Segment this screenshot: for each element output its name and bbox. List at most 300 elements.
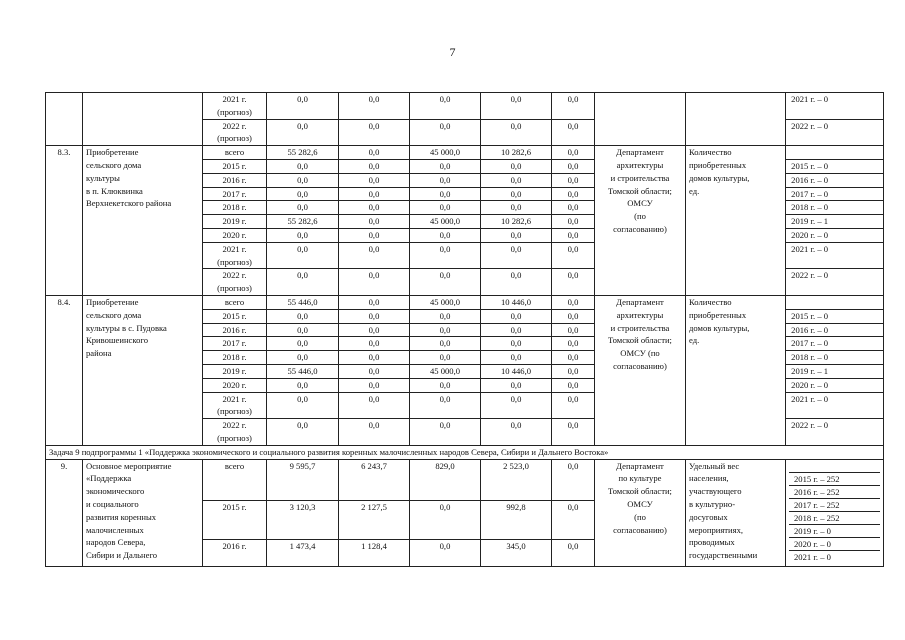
table-row	[46, 459, 884, 500]
local-value	[481, 295, 552, 309]
regional-value-line: 0,0	[439, 229, 451, 240]
year-cell-line: (прогноз)	[217, 133, 252, 144]
extrabudget-value	[552, 323, 595, 337]
federal-value-line: 0,0	[368, 324, 380, 335]
measure-9-indicator-line: проводимых	[689, 537, 735, 548]
measure-84-indicator-line: Количество	[689, 296, 732, 307]
measure-84-executor-line: и строительства	[610, 322, 670, 333]
year-cell	[203, 500, 267, 539]
regional-value	[410, 93, 481, 120]
target-value-line: 2021 г. – 0	[789, 393, 829, 404]
regional-value-line: 45 000,0	[429, 365, 461, 376]
federal-value	[339, 459, 410, 500]
measure-83-name	[83, 146, 203, 296]
target-value	[786, 201, 884, 215]
measure-9-executor-line: ОМСУ	[627, 498, 653, 509]
year-cell-line: 2020 г.	[222, 229, 247, 240]
measure-83-executor-line: архитектуры	[616, 159, 664, 170]
federal-value	[339, 269, 410, 296]
federal-value-line: 0,0	[368, 310, 380, 321]
federal-value	[339, 93, 410, 120]
extrabudget-value	[552, 419, 595, 446]
measure-83-number-line: 8.3.	[57, 147, 71, 158]
target-value-line: 2018 г. – 0	[789, 352, 829, 363]
regional-value-line: 0,0	[439, 324, 451, 335]
total-value-line: 0,0	[297, 174, 308, 185]
regional-value	[410, 146, 481, 160]
year-cell-line: 2018 г.	[222, 352, 247, 363]
extrabudget-value	[552, 93, 595, 120]
extrabudget-value-line: 0,0	[567, 120, 579, 131]
year-cell-line: 2022 г.	[222, 120, 247, 131]
target-value	[786, 309, 884, 323]
year-cell-line: 2016 г.	[222, 174, 247, 185]
target-value	[786, 146, 884, 160]
total-value	[267, 187, 339, 201]
measure-84-executor-line: Департамент	[616, 296, 664, 307]
target-value	[786, 364, 884, 378]
regional-value	[410, 201, 481, 215]
target-value-line: 2016 г. – 0	[789, 174, 829, 185]
measure-9-targets	[786, 459, 884, 566]
target-value-line: 2018 г. – 0	[789, 202, 829, 213]
target-value	[786, 187, 884, 201]
target-value	[786, 419, 884, 446]
target-value: 2020 г. – 0	[789, 538, 880, 551]
total-value-line: 0,0	[297, 338, 308, 349]
total-value-line: 0,0	[297, 94, 308, 104]
regional-value	[410, 242, 481, 269]
local-value-line: 0,0	[510, 160, 522, 171]
total-value	[267, 392, 339, 419]
regional-value-line: 829,0	[435, 460, 455, 471]
measure-9-executor-line: Департамент	[616, 460, 664, 471]
local-value	[481, 392, 552, 419]
year-cell-line: 2022 г.	[222, 270, 247, 281]
extrabudget-value-line: 0,0	[567, 160, 579, 171]
total-value-line: 0,0	[297, 188, 308, 199]
local-value	[481, 539, 552, 566]
federal-value	[339, 364, 410, 378]
extrabudget-value	[552, 337, 595, 351]
measure-83-indicator-line: домов культуры,	[689, 172, 750, 183]
measure-9-indicator-line: населения,	[689, 473, 729, 484]
target-value	[786, 242, 884, 269]
extrabudget-value-line: 0,0	[567, 365, 579, 376]
local-value-line: 0,0	[510, 229, 522, 240]
federal-value	[339, 500, 410, 539]
total-value-line: 0,0	[297, 352, 308, 363]
measure-9-number-line: 9.	[60, 460, 68, 471]
regional-value-line: 0,0	[439, 120, 451, 131]
year-cell-line: 2015 г.	[222, 310, 247, 321]
total-value	[267, 119, 339, 146]
year-cell-line: 2022 г.	[222, 420, 247, 431]
extrabudget-value-line: 0,0	[567, 501, 579, 512]
federal-value	[339, 295, 410, 309]
total-value	[267, 500, 339, 539]
local-value-line: 0,0	[510, 188, 522, 199]
year-cell-line: 2017 г.	[222, 338, 247, 349]
extrabudget-value-line: 0,0	[567, 540, 579, 551]
year-cell	[203, 201, 267, 215]
target-value-line: 2017 г. – 0	[789, 188, 829, 199]
regional-value-line: 0,0	[439, 393, 451, 404]
extrabudget-value	[552, 539, 595, 566]
local-value-line: 345,0	[506, 540, 526, 551]
total-value	[267, 309, 339, 323]
year-cell	[203, 187, 267, 201]
regional-value-line: 45 000,0	[429, 147, 461, 158]
local-value	[481, 323, 552, 337]
measure-83-executor-line: согласованию)	[613, 223, 667, 234]
federal-value-line: 0,0	[368, 338, 380, 349]
total-value-line: 0,0	[297, 160, 308, 171]
federal-value-line: 0,0	[368, 393, 380, 404]
measure-83-indicator-line: Количество	[689, 147, 732, 158]
year-cell-line: (прогноз)	[217, 406, 252, 417]
target-value-line: 2022 г. – 0	[789, 420, 829, 431]
extrabudget-value	[552, 215, 595, 229]
total-value	[267, 295, 339, 309]
regional-value	[410, 269, 481, 296]
federal-value-line: 0,0	[368, 147, 380, 158]
year-cell	[203, 323, 267, 337]
regional-value-line: 0,0	[439, 540, 451, 551]
local-value-line: 0,0	[510, 379, 522, 390]
local-value-line: 0,0	[510, 94, 522, 104]
total-value-line: 55 446,0	[287, 296, 318, 307]
local-value	[481, 159, 552, 173]
measure-84-executor-line: ОМСУ (по	[620, 348, 660, 359]
extrabudget-value-line: 0,0	[567, 270, 579, 281]
table-row	[46, 93, 884, 120]
total-value	[267, 539, 339, 566]
target-value-line: 2021 г. – 0	[789, 94, 829, 104]
measure-83-name-line: в п. Клюквинка	[86, 185, 143, 196]
local-value	[481, 146, 552, 160]
local-value-line: 992,8	[506, 501, 526, 512]
year-cell	[203, 242, 267, 269]
target-value	[786, 392, 884, 419]
target-value: 2019 г. – 0	[789, 525, 880, 538]
target-value-line: 2019 г. – 1	[789, 365, 829, 376]
target-value	[786, 337, 884, 351]
year-cell-line: 2017 г.	[222, 188, 247, 199]
regional-value	[410, 419, 481, 446]
extrabudget-value	[552, 351, 595, 365]
year-cell	[203, 173, 267, 187]
year-cell	[203, 378, 267, 392]
extrabudget-value	[552, 500, 595, 539]
federal-value-line: 0,0	[368, 296, 380, 307]
extrabudget-value-line: 0,0	[567, 310, 579, 321]
total-value	[267, 93, 339, 120]
year-cell-line: 2021 г.	[222, 94, 247, 104]
total-value	[267, 228, 339, 242]
measure-83-indicator-line: ед.	[689, 185, 700, 196]
federal-value	[339, 392, 410, 419]
federal-value-line: 0,0	[368, 120, 380, 131]
local-value-line: 0,0	[510, 270, 522, 281]
extrabudget-value-line: 0,0	[567, 229, 579, 240]
total-value	[267, 364, 339, 378]
local-value	[481, 215, 552, 229]
extrabudget-value	[552, 459, 595, 500]
regional-value	[410, 309, 481, 323]
target-value	[786, 351, 884, 365]
extrabudget-value-line: 0,0	[567, 393, 579, 404]
total-value-line: 0,0	[297, 420, 308, 431]
local-value	[481, 351, 552, 365]
year-cell	[203, 309, 267, 323]
total-value-line: 0,0	[297, 270, 308, 281]
measure-84-indicator-line: домов культуры,	[689, 322, 750, 333]
regional-value-line: 0,0	[439, 352, 451, 363]
regional-value-line: 0,0	[439, 94, 451, 104]
extrabudget-value-line: 0,0	[567, 174, 579, 185]
federal-value-line: 0,0	[368, 243, 380, 254]
measure-9-indicator-line: в культурно-	[689, 498, 736, 509]
extrabudget-value-line: 0,0	[567, 202, 579, 213]
measure-83-name-line: Приобретение	[86, 147, 139, 158]
total-value	[267, 173, 339, 187]
extrabudget-value-line: 0,0	[567, 324, 579, 335]
federal-value-line: 1 128,4	[361, 540, 387, 551]
target-value	[786, 93, 884, 120]
total-value-line: 55 282,6	[287, 147, 318, 158]
year-cell-line: 2016 г.	[222, 540, 247, 551]
regional-value	[410, 119, 481, 146]
budget-table	[45, 92, 884, 567]
total-value-line: 0,0	[297, 393, 308, 404]
measure-83-name-line: культуры	[86, 172, 120, 183]
federal-value-line: 0,0	[368, 365, 380, 376]
measure-9-executor-line: по культуре	[618, 473, 662, 484]
measure-9-name-line: развития коренных	[86, 511, 157, 522]
federal-value-line: 0,0	[368, 379, 380, 390]
total-value-line: 55 282,6	[287, 216, 318, 227]
federal-value	[339, 146, 410, 160]
regional-value-line: 0,0	[439, 243, 451, 254]
year-cell	[203, 295, 267, 309]
federal-value	[339, 159, 410, 173]
extrabudget-value	[552, 269, 595, 296]
measure-9-indicator-line: Удельный вес	[689, 460, 740, 471]
measure-9-name-line: народов Севера,	[86, 537, 146, 548]
local-value	[481, 187, 552, 201]
federal-value	[339, 228, 410, 242]
year-cell-line: 2018 г.	[222, 202, 247, 213]
regional-value-line: 0,0	[439, 420, 451, 431]
year-cell	[203, 119, 267, 146]
page-number: 7	[449, 45, 456, 59]
regional-value	[410, 351, 481, 365]
extrabudget-value	[552, 242, 595, 269]
measure-84-indicator-line: ед.	[689, 335, 700, 346]
extrabudget-value-line: 0,0	[567, 94, 579, 104]
regional-value	[410, 364, 481, 378]
federal-value	[339, 337, 410, 351]
measure-84-number	[46, 295, 83, 445]
year-cell-line: всего	[224, 296, 245, 307]
local-value-line: 0,0	[510, 338, 522, 349]
measure-9-indicator-line: государственными	[689, 550, 758, 561]
year-cell	[203, 269, 267, 296]
measure-83-executor-line: и строительства	[610, 172, 670, 183]
measure-9-executor	[595, 459, 686, 566]
regional-value	[410, 295, 481, 309]
target-value	[786, 173, 884, 187]
measure-9-name-line: экономического	[86, 486, 145, 497]
federal-value	[339, 215, 410, 229]
regional-value	[410, 215, 481, 229]
local-value	[481, 119, 552, 146]
measure-9-name-line: малочисленных	[86, 524, 144, 535]
federal-value-line: 0,0	[368, 229, 380, 240]
year-cell	[203, 351, 267, 365]
federal-value	[339, 173, 410, 187]
target-value	[786, 269, 884, 296]
total-value	[267, 459, 339, 500]
regional-value-line: 0,0	[439, 338, 451, 349]
regional-value	[410, 378, 481, 392]
continued-number	[46, 93, 83, 146]
total-value	[267, 215, 339, 229]
year-cell-line: 2016 г.	[222, 324, 247, 335]
regional-value-line: 0,0	[439, 310, 451, 321]
measure-84-executor	[595, 295, 686, 445]
measure-83-name-line: Верхнекетского района	[86, 198, 172, 209]
federal-value	[339, 539, 410, 566]
extrabudget-value-line: 0,0	[567, 352, 579, 363]
measure-9-executor-line: Томской области;	[608, 486, 672, 497]
local-value	[481, 364, 552, 378]
target-value: 2018 г. – 252	[789, 512, 880, 525]
measure-83-indicator-line: приобретенных	[689, 159, 747, 170]
measure-84-executor-line: Томской области;	[608, 335, 672, 346]
measure-9-indicator-line: мероприятиях,	[689, 524, 744, 535]
extrabudget-value	[552, 201, 595, 215]
target-value-line: 2015 г. – 0	[789, 160, 829, 171]
total-value-line: 0,0	[297, 310, 308, 321]
measure-84-number-line: 8.4.	[57, 296, 71, 307]
local-value-line: 0,0	[510, 420, 522, 431]
year-cell-line: (прогноз)	[217, 283, 252, 294]
local-value	[481, 93, 552, 120]
local-value-line: 0,0	[510, 352, 522, 363]
target-value-line: 2015 г. – 0	[789, 310, 829, 321]
table-row	[46, 146, 884, 160]
year-cell-line: (прогноз)	[217, 432, 252, 443]
regional-value-line: 45 000,0	[429, 216, 461, 227]
measure-83-executor-line: Департамент	[616, 147, 664, 158]
year-cell-line: (прогноз)	[217, 106, 252, 117]
extrabudget-value	[552, 159, 595, 173]
measure-9-name	[83, 459, 203, 566]
local-value	[481, 201, 552, 215]
local-value-line: 0,0	[510, 324, 522, 335]
measure-9-name-line: Основное мероприятие	[86, 460, 172, 471]
extrabudget-value	[552, 295, 595, 309]
local-value	[481, 419, 552, 446]
measure-83-executor	[595, 146, 686, 296]
regional-value-line: 0,0	[439, 188, 451, 199]
total-value-line: 0,0	[297, 243, 308, 254]
year-cell	[203, 159, 267, 173]
federal-value-line: 0,0	[368, 420, 380, 431]
regional-value	[410, 500, 481, 539]
target-value: 2017 г. – 252	[789, 499, 880, 512]
extrabudget-value	[552, 228, 595, 242]
target-value-line: 2016 г. – 0	[789, 324, 829, 335]
federal-value-line: 0,0	[368, 202, 380, 213]
federal-value	[339, 201, 410, 215]
total-value	[267, 146, 339, 160]
local-value-line: 0,0	[510, 174, 522, 185]
extrabudget-value	[552, 173, 595, 187]
total-value-line: 0,0	[297, 120, 308, 131]
measure-84-indicator	[686, 295, 786, 445]
local-value	[481, 309, 552, 323]
total-value	[267, 323, 339, 337]
extrabudget-value	[552, 187, 595, 201]
total-value-line: 0,0	[297, 379, 308, 390]
local-value	[481, 173, 552, 187]
regional-value	[410, 337, 481, 351]
regional-value-line: 0,0	[439, 202, 451, 213]
extrabudget-value-line: 0,0	[567, 296, 579, 307]
total-value	[267, 242, 339, 269]
year-cell-line: 2019 г.	[222, 365, 247, 376]
total-value-line: 0,0	[297, 229, 308, 240]
local-value-line: 10 282,6	[500, 216, 532, 227]
measure-9-indicator	[686, 459, 786, 566]
measure-84-name-line: сельского дома	[86, 309, 142, 320]
extrabudget-value	[552, 119, 595, 146]
target-value	[786, 378, 884, 392]
local-value	[481, 500, 552, 539]
regional-value	[410, 159, 481, 173]
local-value-line: 0,0	[510, 120, 522, 131]
extrabudget-value-line: 0,0	[567, 338, 579, 349]
measure-9-name-line: «Поддержка	[86, 473, 132, 484]
target-value: 2021 г. – 0	[794, 551, 831, 562]
year-cell	[203, 392, 267, 419]
local-value-line: 10 446,0	[500, 365, 532, 376]
target-value: 2015 г. – 252	[789, 473, 880, 486]
total-value	[267, 419, 339, 446]
total-value-line: 3 120,3	[289, 501, 316, 512]
federal-value	[339, 309, 410, 323]
federal-value-line: 0,0	[368, 216, 380, 227]
federal-value-line: 0,0	[368, 352, 380, 363]
measure-83-indicator	[686, 146, 786, 296]
measure-9-name-line: Сибири и Дальнего	[86, 550, 158, 561]
regional-value-line: 0,0	[439, 270, 451, 281]
federal-value	[339, 242, 410, 269]
measure-84-name-line: культуры в с. Пудовка	[86, 322, 167, 333]
measure-84-executor-line: архитектуры	[616, 309, 664, 320]
federal-value-line: 0,0	[368, 160, 380, 171]
extrabudget-value	[552, 364, 595, 378]
local-value	[481, 337, 552, 351]
federal-value-line: 2 127,5	[361, 501, 387, 512]
target-value	[786, 215, 884, 229]
local-value	[481, 269, 552, 296]
target-value	[786, 228, 884, 242]
total-value	[267, 159, 339, 173]
